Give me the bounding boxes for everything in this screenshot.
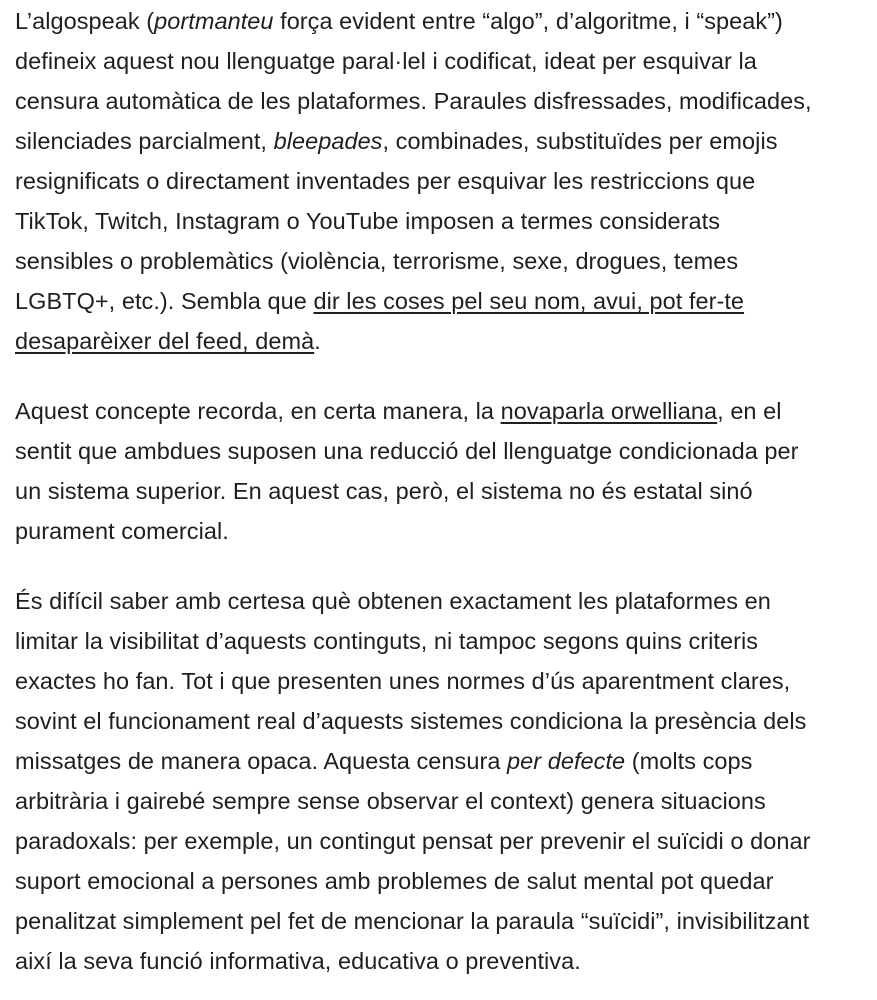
line [15, 781, 867, 821]
text-run: L’algospeak ( [15, 8, 155, 34]
text-run: purament comercial. [15, 518, 229, 544]
line [15, 741, 867, 781]
line [15, 201, 867, 241]
text-run: , en el [717, 398, 782, 424]
line [15, 621, 867, 661]
link-novaparla-orwelliana[interactable]: novaparla orwelliana [500, 398, 718, 424]
text-run: arbitrària i gairebé sempre sense observar el context) genera situacions [15, 788, 766, 814]
line [15, 121, 867, 161]
text-run: sentit que ambdues suposen una reducció del llenguatge condicionada per [15, 438, 799, 464]
paragraph-2 [15, 391, 867, 551]
line [15, 861, 867, 901]
italic-term-per-defecte: per defecte [507, 748, 626, 774]
link-dir-les-coses[interactable]: dir les coses pel seu nom, avui, pot fer-te [313, 288, 745, 314]
text-run: un sistema superior. En aquest cas, però, el sistema no és estatal sinó [15, 478, 753, 504]
text-run: força evident entre “algo”, d’algoritme, i “speak”) [273, 8, 783, 34]
text-run: censura automàtica de les plataformes. Paraules disfressades, modificades, [15, 88, 812, 114]
text-run: TikTok, Twitch, Instagram o YouTube imposen a termes considerats [15, 208, 721, 234]
line [15, 901, 867, 941]
text-run: , combinades, substituïdes per emojis [382, 128, 778, 154]
text-run: silenciades parcialment, [15, 128, 274, 154]
text-run: penalitzat simplement pel fet de mencionar la paraula “suïcidi”, invisibilitzant [15, 908, 810, 934]
line [15, 471, 867, 511]
text-run: suport emocional a persones amb problemes de salut mental pot quedar [15, 868, 774, 894]
link-dir-les-coses-cont[interactable]: desaparèixer del feed, demà [15, 328, 315, 354]
line [15, 701, 867, 741]
text-run: (molts cops [625, 748, 753, 774]
line [15, 431, 867, 471]
line [15, 1, 867, 41]
text-run: sensibles o problemàtics (violència, terrorisme, sexe, drogues, temes [15, 248, 739, 274]
line [15, 161, 867, 201]
line [15, 281, 867, 321]
text-run: Aquest concepte recorda, en certa manera, la [15, 398, 501, 424]
text-run: LGBTQ+, etc.). Sembla que [15, 288, 314, 314]
paragraph-1 [15, 0, 867, 361]
line [15, 581, 867, 621]
text-run: així la seva funció informativa, educativa o preventiva. [15, 948, 581, 974]
paragraph-3 [15, 581, 867, 981]
text-run: És difícil saber amb certesa què obtenen exactament les plataformes en [15, 588, 771, 614]
line [15, 81, 867, 121]
line [15, 41, 867, 81]
text-run: limitar la visibilitat d’aquests continguts, ni tampoc segons quins criteris [15, 628, 759, 654]
text-run: missatges de manera opaca. Aquesta censura [15, 748, 508, 774]
line [15, 511, 867, 551]
text-run: paradoxals: per exemple, un contingut pensat per prevenir el suïcidi o donar [15, 828, 811, 854]
text-run: resignificats o directament inventades per esquivar les restriccions que [15, 168, 756, 194]
text-run: sovint el funcionament real d’aquests sistemes condiciona la presència dels [15, 708, 807, 734]
line [15, 661, 867, 701]
text-run: defineix aquest nou llenguatge paral·lel i codificat, ideat per esquivar la [15, 48, 757, 74]
italic-term-bleepades: bleepades [273, 128, 383, 154]
text-run: . [314, 328, 321, 354]
italic-term-portmanteu: portmanteu [154, 8, 274, 34]
line [15, 241, 867, 281]
line [15, 941, 867, 981]
text-run: exactes ho fan. Tot i que presenten unes normes d’ús aparentment clares, [15, 668, 791, 694]
line [15, 821, 867, 861]
line [15, 391, 867, 431]
line [15, 321, 867, 361]
